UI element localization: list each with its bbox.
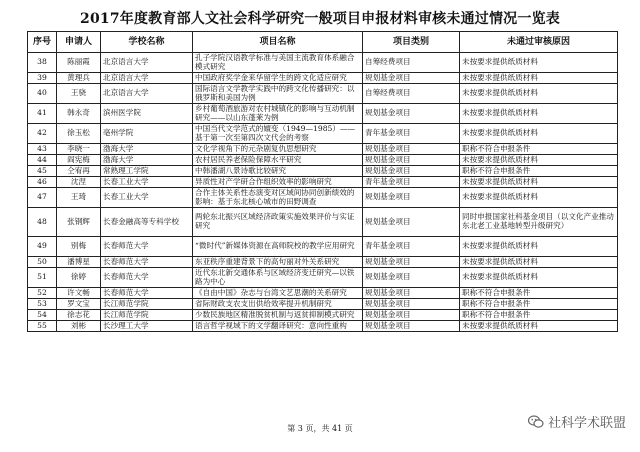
row-school: 亳州学院 <box>101 124 193 144</box>
row-category: 规划基金项目 <box>363 144 460 155</box>
row-reason: 未按要求提供纸质材料 <box>460 84 618 104</box>
table-row <box>28 321 618 332</box>
row-applicant: 黄理兵 <box>57 73 101 84</box>
row-school: 长春师范大学 <box>101 288 193 299</box>
row-number: 52 <box>28 288 57 299</box>
row-reason: 未按要求提供纸质材料 <box>460 104 618 124</box>
row-reason: 未按要求提供纸质材料 <box>460 321 618 332</box>
row-category: 规划基金项目 <box>363 208 460 237</box>
row-number: 42 <box>28 124 57 144</box>
row-number: 38 <box>28 53 57 73</box>
row-applicant: 徐志花 <box>57 310 101 321</box>
row-applicant: 徐婷 <box>57 268 101 288</box>
row-number: 43 <box>28 144 57 155</box>
row-category: 规划基金项目 <box>363 166 460 177</box>
row-category: 规划基金项目 <box>363 73 460 84</box>
row-reason: 未按要求提供纸质材料 <box>460 53 618 73</box>
row-project: 中国当代文学范式的嬗变（1949—1985）——基于第一次至第四次文代会的考察 <box>193 124 363 144</box>
row-reason: 职称不符合申报条件 <box>460 288 618 299</box>
row-category: 规划基金项目 <box>363 257 460 268</box>
row-project: 中国政府奖学金来华留学生的跨文化适应研究 <box>193 73 363 84</box>
table-row <box>28 299 618 310</box>
row-applicant: 徐玉松 <box>57 124 101 144</box>
row-applicant: 仝宥再 <box>57 166 101 177</box>
row-reason: 未按要求提供纸质材料 <box>460 257 618 268</box>
row-reason: 职称不符合申报条件 <box>460 166 618 177</box>
row-category: 规划基金项目 <box>363 104 460 124</box>
row-category: 规划基金项目 <box>363 288 460 299</box>
row-school: 长春师范大学 <box>101 268 193 288</box>
row-school: 长沙理工大学 <box>101 321 193 332</box>
row-project: 孔子学院汉语教学标准与美国主流教育体系融合模式研究 <box>193 53 363 73</box>
row-project: 合作主体关系性态演变对区域间协同创新绩效的影响：基于东北核心城市的田野调查 <box>193 188 363 208</box>
row-applicant: 李晓一 <box>57 144 101 155</box>
row-number: 41 <box>28 104 57 124</box>
row-project: 乡村葡萄酒旅游对农村城镇化的影响与互动机制研究——以山东蓬莱为例 <box>193 104 363 124</box>
row-school: 长春师范大学 <box>101 237 193 257</box>
row-applicant: 刘彬 <box>57 321 101 332</box>
row-project: “微时代”新媒体资源在高师院校的教学应用研究 <box>193 237 363 257</box>
table-row <box>28 257 618 268</box>
table-row <box>28 188 618 208</box>
row-project: 省际财政支农支出供给效率提升机制研究 <box>193 299 363 310</box>
row-category: 自筹经费项目 <box>363 84 460 104</box>
table-row <box>28 104 618 124</box>
row-reason: 未按要求提供纸质材料 <box>460 268 618 288</box>
row-project: 少数民族地区精准脱贫机制与返贫抑制模式研究 <box>193 310 363 321</box>
watermark <box>528 412 626 431</box>
page-title: 2017年度教育部人文社会科学研究一般项目申报材料审核未通过情况一览表 <box>80 11 560 27</box>
row-reason: 未按要求提供纸质材料 <box>460 237 618 257</box>
row-reason: 未按要求提供纸质材料 <box>460 124 618 144</box>
row-number: 49 <box>28 237 57 257</box>
row-school: 渤海大学 <box>101 144 193 155</box>
row-number: 39 <box>28 73 57 84</box>
row-school: 常熟理工学院 <box>101 166 193 177</box>
row-project: 东亚秩序重建背景下的高句丽对外关系研究 <box>193 257 363 268</box>
row-number: 55 <box>28 321 57 332</box>
row-applicant: 陈丽霞 <box>57 53 101 73</box>
row-category: 规划基金项目 <box>363 299 460 310</box>
row-school: 北京语言大学 <box>101 73 193 84</box>
row-school: 长春师范大学 <box>101 257 193 268</box>
row-applicant: 潘博星 <box>57 257 101 268</box>
col-header-school: 学校名称 <box>101 32 193 53</box>
row-school: 北京语言大学 <box>101 84 193 104</box>
col-header-no: 序号 <box>28 32 57 53</box>
row-school: 北京语言大学 <box>101 53 193 73</box>
row-project: 语言哲学视域下的文学翻译研究：意向性重构 <box>193 321 363 332</box>
table-row <box>28 155 618 166</box>
row-project: 两轮东北振兴区域经济政策实施效果评价与实证研究 <box>193 208 363 237</box>
row-project: 近代东北新交通体系与区域经济变迁研究—以铁路为中心 <box>193 268 363 288</box>
table-row <box>28 73 618 84</box>
row-number: 54 <box>28 310 57 321</box>
row-number: 40 <box>28 84 57 104</box>
row-reason: 同时申报国家社科基金项目（以文化产业推动东北老工业基地转型升级研究） <box>460 208 618 237</box>
row-school: 滨州医学院 <box>101 104 193 124</box>
table-row <box>28 237 618 257</box>
col-header-applicant: 申请人 <box>57 32 101 53</box>
row-number: 46 <box>28 177 57 188</box>
row-applicant: 罗文宝 <box>57 299 101 310</box>
row-category: 规划基金项目 <box>363 155 460 166</box>
row-category: 规划基金项目 <box>363 321 460 332</box>
row-school: 长江师范学院 <box>101 299 193 310</box>
row-reason: 未按要求提供纸质材料 <box>460 73 618 84</box>
row-number: 45 <box>28 166 57 177</box>
col-header-project: 项目名称 <box>193 32 363 53</box>
table-row <box>28 53 618 73</box>
row-reason: 未按要求提供纸质材料 <box>460 155 618 166</box>
row-project: 文化学视角下的元杂剧复仇思想研究 <box>193 144 363 155</box>
table-row <box>28 177 618 188</box>
watermark-text: 社科学术联盟 <box>547 416 626 431</box>
table-row <box>28 124 618 144</box>
row-category: 规划基金项目 <box>363 188 460 208</box>
wechat-icon <box>528 415 544 429</box>
row-category: 规划基金项目 <box>363 268 460 288</box>
row-applicant: 沈涅 <box>57 177 101 188</box>
row-number: 51 <box>28 268 57 288</box>
row-project: 异质性对产学研合作组织效率的影响研究 <box>193 177 363 188</box>
row-category: 青年基金项目 <box>363 124 460 144</box>
row-number: 50 <box>28 257 57 268</box>
row-category: 青年基金项目 <box>363 237 460 257</box>
table-row <box>28 268 618 288</box>
row-number: 53 <box>28 299 57 310</box>
row-project: 国际语言文学教学实践中的跨文化传播研究：以俄罗斯和美国为例 <box>193 84 363 104</box>
table-row <box>28 288 618 299</box>
row-project: 农村居民养老保险保障水平研究 <box>193 155 363 166</box>
row-category: 规划基金项目 <box>363 310 460 321</box>
row-number: 44 <box>28 155 57 166</box>
row-reason: 职称不符合申报条件 <box>460 144 618 155</box>
row-project: 中韩潘湖八景诗歌比较研究 <box>193 166 363 177</box>
table-row <box>28 310 618 321</box>
col-header-category: 项目类别 <box>363 32 460 53</box>
row-number: 48 <box>28 208 57 237</box>
row-category: 青年基金项目 <box>363 177 460 188</box>
table-header-row <box>28 32 618 53</box>
row-project: 《自由中国》杂志与台湾文艺思潮的关系研究 <box>193 288 363 299</box>
row-category: 自筹经费项目 <box>363 53 460 73</box>
row-reason: 未按要求提供纸质材料 <box>460 188 618 208</box>
row-applicant: 别梅 <box>57 237 101 257</box>
row-applicant: 张钢辉 <box>57 208 101 237</box>
row-school: 长春金融高等专科学校 <box>101 208 193 237</box>
page-footer: 第 3 页，共 41 页 <box>287 424 353 433</box>
row-applicant: 许文畅 <box>57 288 101 299</box>
row-reason: 未按要求提供纸质材料 <box>460 177 618 188</box>
row-number: 47 <box>28 188 57 208</box>
row-applicant: 韩永奇 <box>57 104 101 124</box>
review-table <box>27 31 618 332</box>
row-school: 长春工业大学 <box>101 188 193 208</box>
row-applicant: 王骁 <box>57 84 101 104</box>
row-school: 长江师范学院 <box>101 310 193 321</box>
row-school: 渤海大学 <box>101 155 193 166</box>
row-school: 长春工业大学 <box>101 177 193 188</box>
table-row <box>28 166 618 177</box>
row-applicant: 王琦 <box>57 188 101 208</box>
table-row <box>28 144 618 155</box>
table-row <box>28 84 618 104</box>
row-reason: 职称不符合申报条件 <box>460 310 618 321</box>
row-reason: 职称不符合申报条件 <box>460 299 618 310</box>
row-applicant: 阎宪梅 <box>57 155 101 166</box>
col-header-reason: 未通过审核原因 <box>460 32 618 53</box>
table-row <box>28 208 618 237</box>
